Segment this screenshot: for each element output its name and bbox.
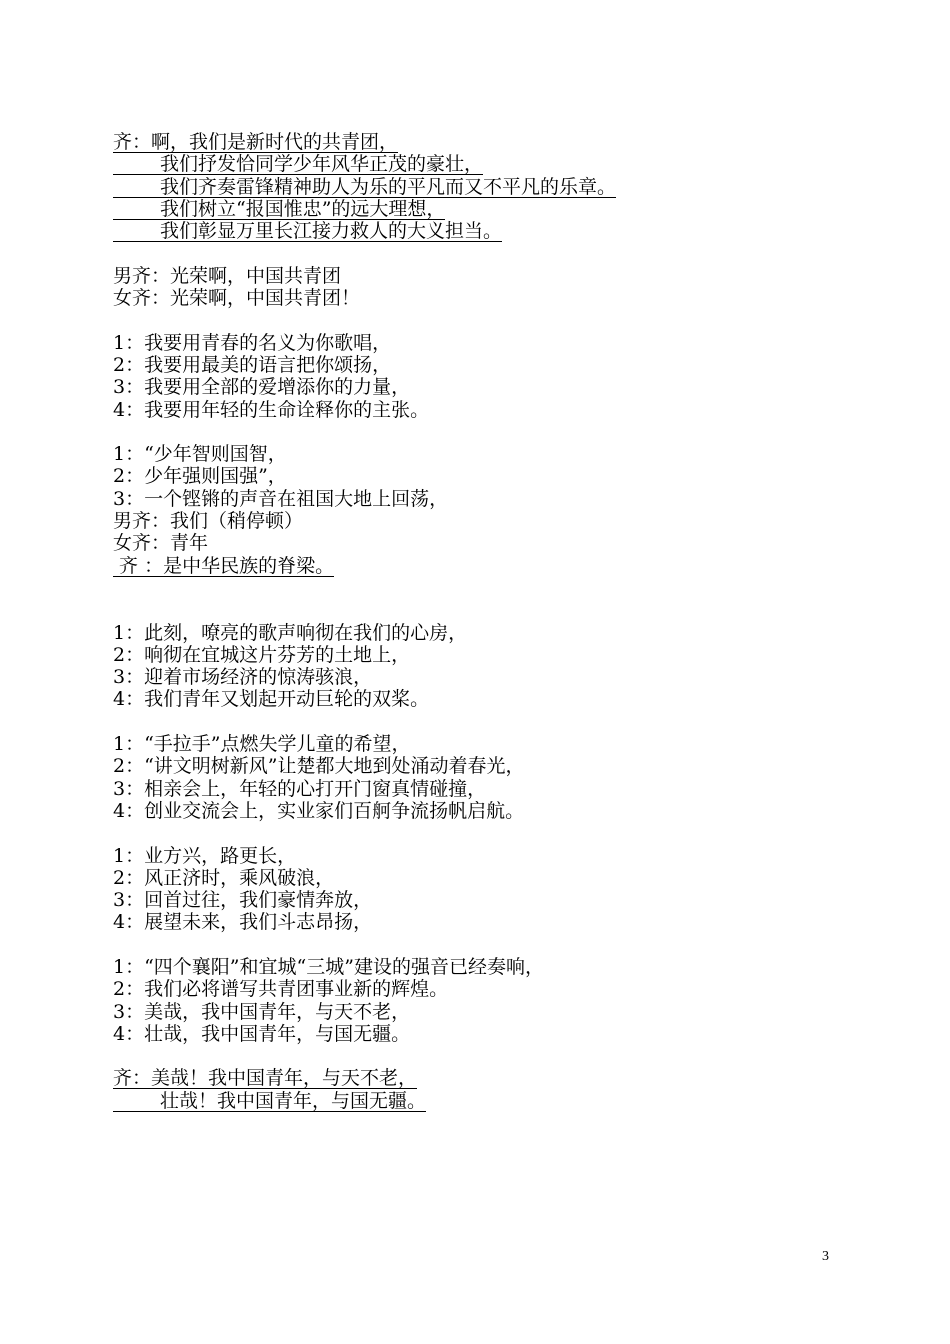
poem-line: [113, 399, 873, 421]
stanza-gap: [113, 711, 873, 733]
poem-line-text: 2：少年强则国强”，: [113, 465, 287, 488]
poem-line-text: 女齐：光荣啊，中国共青团！: [113, 287, 361, 310]
stanza-gap: [113, 822, 873, 844]
poem-line: [113, 978, 873, 1000]
stanza-9: [113, 1067, 873, 1112]
poem-line: [113, 465, 873, 487]
poem-line-text: 齐：啊，我们是新时代的共青团，: [113, 131, 399, 153]
poem-line: [113, 733, 873, 755]
poem-line-text: 3：美哉，我中国青年，与天不老，: [113, 1000, 411, 1023]
poem-line-text: 1：业方兴，路更长，: [113, 844, 297, 867]
stanza-4: [113, 443, 873, 577]
poem-line-text: 2：风正济时，乘风破浪，: [113, 866, 335, 889]
poem-line-text: 4：创业交流会上，实业家们百舸争流扬帆启航。: [113, 799, 525, 822]
poem-line: [113, 911, 873, 933]
poem-line-text: 我们树立“报国惟忠”的远大理想，: [113, 199, 445, 220]
poem-line-text: 4：我们青年又划起开动巨轮的双桨。: [113, 688, 430, 711]
poem-line: [113, 376, 873, 398]
poem-body: [113, 131, 873, 1112]
poem-line-text: 3：迎着市场经济的惊涛骇浪，: [113, 666, 373, 689]
poem-line-text: 3：我要用全部的爱增添你的力量，: [113, 376, 411, 399]
poem-line-text: 我们彰显万里长江接力救人的大义担当。: [113, 221, 502, 242]
stanza-8: [113, 956, 873, 1045]
poem-line: [113, 644, 873, 666]
poem-line: [113, 176, 873, 198]
stanza-2: [113, 265, 873, 310]
poem-line: [113, 778, 873, 800]
poem-line: [113, 510, 873, 532]
poem-line-text: 3：一个铿锵的声音在祖国大地上回荡，: [113, 487, 449, 510]
stanza-3: [113, 332, 873, 421]
poem-line-text: 齐：美哉！我中国青年，与天不老，: [113, 1067, 418, 1090]
poem-line: [113, 755, 873, 777]
poem-line: [113, 488, 873, 510]
poem-line-text: 3：回首过往，我们豪情奔放，: [113, 889, 373, 912]
poem-line: [113, 265, 873, 287]
poem-line: [113, 354, 873, 376]
stanza-gap: [113, 421, 873, 443]
poem-line-text: 3：相亲会上，年轻的心打开门窗真情碰撞，: [113, 777, 487, 800]
poem-line: [113, 800, 873, 822]
poem-line-text: 齐 ：是中华民族的脊梁。: [113, 554, 335, 577]
poem-line: [113, 1090, 873, 1112]
stanza-5: [113, 622, 873, 711]
poem-line: [113, 666, 873, 688]
poem-line-text: 4：我要用年轻的生命诠释你的主张。: [113, 398, 430, 421]
poem-line-text: 4：展望未来，我们斗志昂扬，: [113, 911, 373, 934]
poem-line-text: 1：此刻，嘹亮的歌声响彻在我们的心房，: [113, 621, 468, 644]
poem-line: [113, 198, 873, 220]
poem-line: [113, 443, 873, 465]
poem-line-text: 男齐：我们（稍停顿）: [113, 510, 304, 533]
stanza-gap: [113, 934, 873, 956]
poem-line-text: 男齐：光荣啊，中国共青团: [113, 264, 342, 287]
stanza-1: [113, 131, 873, 242]
poem-line-text: 4：壮哉，我中国青年，与国无疆。: [113, 1022, 411, 1045]
poem-line-text: 1：“少年智则国智，: [113, 443, 287, 466]
poem-line-text: 1：我要用青春的名义为你歌唱，: [113, 331, 392, 354]
stanza-gap: [113, 242, 873, 264]
poem-line-text: 1：“手拉手”点燃失学儿童的希望，: [113, 733, 411, 756]
stanza-6: [113, 733, 873, 822]
poem-line: [113, 889, 873, 911]
poem-line-text: 2：“讲文明树新风”让楚都大地到处涌动着春光，: [113, 755, 525, 778]
poem-line: [113, 622, 873, 644]
stanza-gap: [113, 309, 873, 331]
stanza-7: [113, 845, 873, 934]
poem-line: [113, 845, 873, 867]
poem-line-text: 我们抒发恰同学少年风华正茂的豪壮，: [113, 154, 483, 175]
poem-line: [113, 287, 873, 309]
page-number: 3: [822, 1249, 829, 1264]
poem-line-text: 壮哉！我中国青年，与国无疆。: [113, 1091, 426, 1112]
poem-line: [113, 555, 873, 577]
poem-line-text: 女齐：青年: [113, 532, 209, 555]
poem-line: [113, 1023, 873, 1045]
stanza-gap: [113, 577, 873, 622]
poem-line-text: 1：“四个襄阳”和宜城“三城”建设的强音已经奏响，: [113, 955, 544, 978]
poem-line-text: 我们齐奏雷锋精神助人为乐的平凡而又不平凡的乐章。: [113, 177, 616, 198]
poem-line: [113, 1067, 873, 1089]
stanza-gap: [113, 1045, 873, 1067]
poem-line: [113, 131, 873, 153]
poem-line: [113, 956, 873, 978]
poem-line: [113, 332, 873, 354]
poem-line: [113, 532, 873, 554]
poem-line: [113, 220, 873, 242]
poem-line-text: 2：我要用最美的语言把你颂扬，: [113, 353, 392, 376]
poem-line-text: 2：响彻在宜城这片芬芳的土地上，: [113, 643, 411, 666]
poem-line: [113, 1001, 873, 1023]
poem-line: [113, 867, 873, 889]
poem-line: [113, 153, 873, 175]
poem-line: [113, 688, 873, 710]
poem-line-text: 2：我们必将谱写共青团事业新的辉煌。: [113, 978, 449, 1001]
